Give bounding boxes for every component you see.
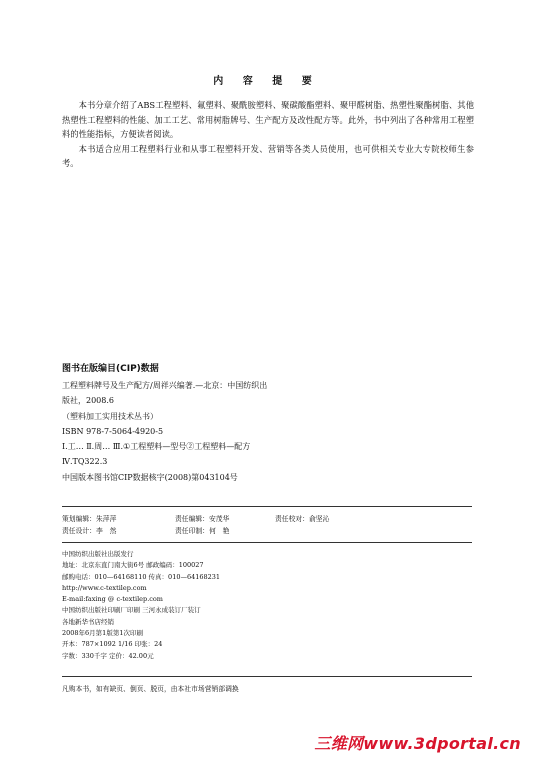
publisher-line: 邮购电话：010—64168110 传真：010—64168231	[62, 572, 221, 581]
publisher-line: 中国纺织出版社出版发行	[62, 550, 134, 558]
credits-row	[62, 514, 329, 526]
divider	[62, 542, 472, 543]
cip-line: Ⅳ.TQ322.3	[62, 457, 108, 467]
cip-heading: 图书在版编目(CIP)数据	[62, 364, 159, 374]
publisher-line: 地址：北京东直门南大街6号 邮政编码：100027	[62, 561, 204, 570]
publisher-line: E-mail:faxing @ c-textilep.com	[62, 595, 163, 604]
credit-responsible-editor: 责任编辑：安茂华	[175, 515, 230, 523]
credit-planning-editor: 策划编辑：朱萍萍	[62, 515, 117, 523]
credit-proofreader: 责任校对：俞坚沁	[275, 515, 330, 523]
publisher-line: http://www.c-textilep.com	[62, 583, 147, 592]
credit-designer: 责任设计：李 然	[62, 526, 117, 535]
publisher-line: 字数：330千字 定价：42.00元	[62, 651, 154, 660]
publisher-block	[62, 549, 220, 662]
defect-notice: 凡购本书，如有缺页、倒页、脱页，由本社市场营销部调换	[62, 685, 239, 693]
cip-line: Ⅰ.工… Ⅱ.周… Ⅲ.①工程塑料—型号②工程塑料—配方	[62, 442, 251, 452]
cip-line: 中国版本图书馆CIP数据核字(2008)第043104号	[62, 472, 238, 482]
cip-line: ISBN 978-7-5064-4920-5	[62, 426, 164, 436]
summary-paragraph: 本书适合应用工程塑料行业和从事工程塑料开发、营销等各类人员使用，也可供相关专业大专院校师生参考。	[62, 143, 474, 169]
publisher-line: 开本：787×1092 1/16 印张：24	[62, 640, 163, 649]
cip-line: 工程塑料牌号及生产配方/周祥兴编著.—北京：中国纺织出	[62, 381, 268, 390]
cip-line: 版社，2008.6	[62, 396, 114, 406]
credits-row	[62, 526, 329, 538]
credit-printing: 责任印制：何 艳	[175, 526, 230, 535]
publisher-line: 中国纺织出版社印刷厂印刷 三河永成装订厂装订	[62, 606, 201, 615]
cip-line: （塑料加工实用技术丛书）	[62, 411, 158, 421]
divider	[62, 506, 472, 507]
publisher-line: 各地新华书店经销	[62, 617, 114, 626]
summary-section	[62, 98, 474, 171]
watermark-logo: 三维网www.3dportal.cn	[314, 734, 521, 753]
divider	[62, 676, 472, 677]
cip-data-block	[62, 378, 482, 485]
publisher-line: 2008年6月第1版第1次印刷	[62, 629, 143, 638]
credits-block	[62, 514, 329, 537]
summary-paragraph: 本书分章介绍了ABS工程塑料、氟塑料、聚酰胺塑料、聚碳酸酯塑料、聚甲醛树脂、热塑性聚酯树脂、其他热塑性工程塑料的性能、加工工艺、常用树脂牌号、生产配方及改性配方等。此外，书中列出了各种常用工程塑料的性能指标，方便读者阅读。	[62, 100, 474, 140]
summary-title: 内 容 提 要	[213, 76, 320, 87]
